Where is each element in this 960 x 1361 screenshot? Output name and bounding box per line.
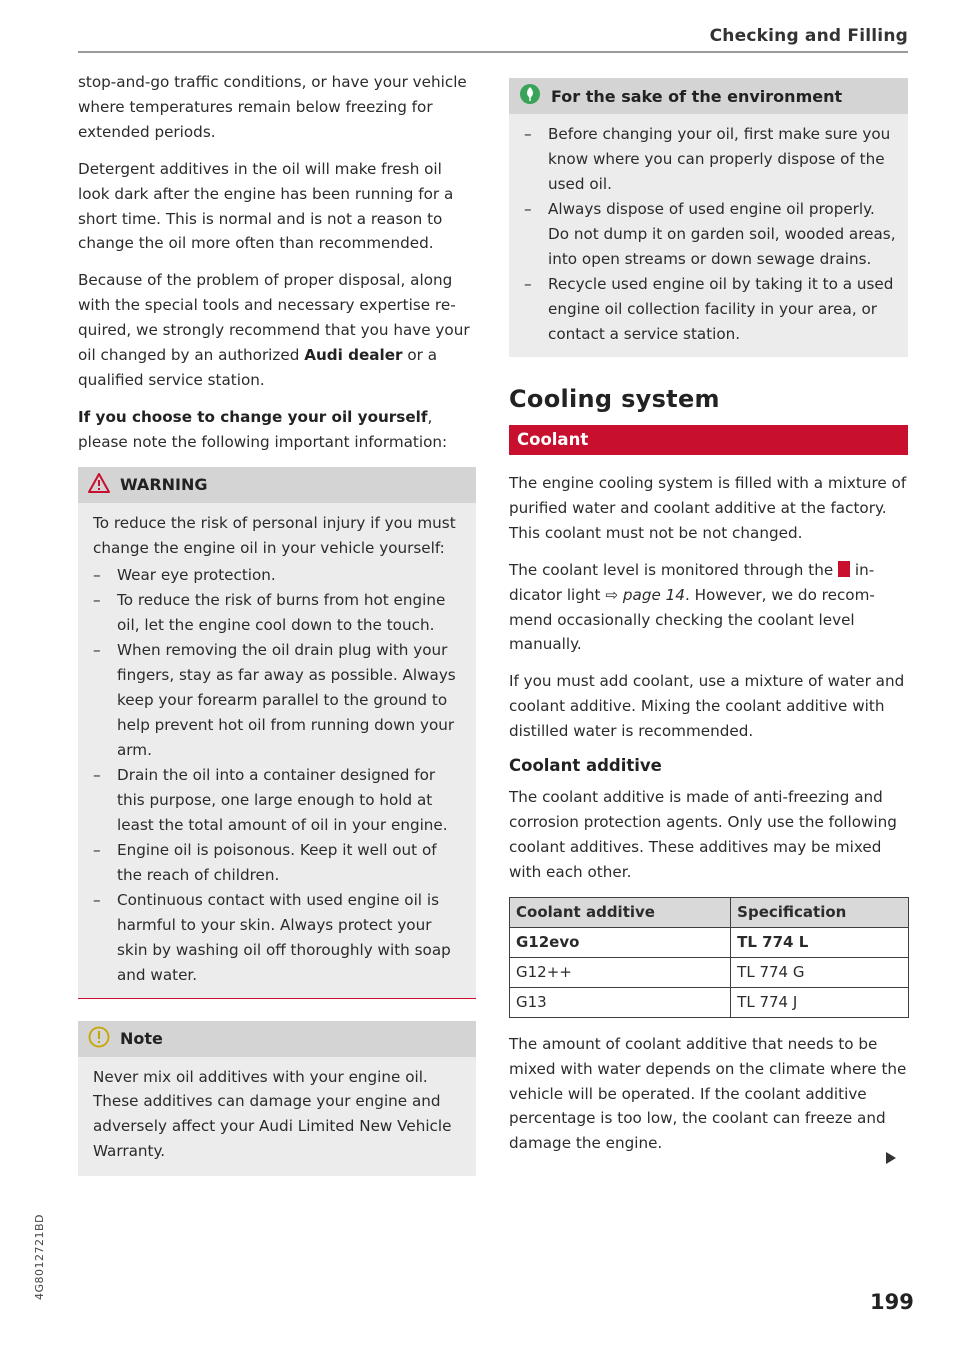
environment-title: For the sake of the environment — [551, 86, 843, 106]
note-header — [78, 1021, 476, 1057]
note-title: Note — [120, 1029, 163, 1048]
note-exclamation-icon — [88, 1026, 110, 1052]
coolant-additive-table — [509, 897, 909, 1018]
warning-triangle-icon — [88, 473, 110, 497]
environment-header — [509, 78, 908, 114]
table-cell: TL 774 J — [731, 987, 909, 1017]
list-item: – Always dispose of used engine oil properly. Do not dump it on garden soil, wooded areas, into open streams or down sewage drains. — [524, 197, 896, 272]
table-cell: TL 774 G — [731, 957, 909, 987]
table-cell: G13 — [510, 987, 731, 1017]
paragraph: The engine cooling system is filled with a mixture of purified water and coolant additive at the factory. This coolant must not be not changed. — [509, 474, 907, 542]
paragraph: The amount of coolant additive that needs to be mixed with water depends on the climate where the vehicle will be operated. If the coolant additive percentage is too low, the coolant can freeze and damage the engine. — [509, 1034, 907, 1153]
table-cell: G12evo — [510, 927, 731, 957]
list-item: – Continuous contact with used engine oil is harmful to your skin. Always protect your skin by washing oil off thoroughly with soap and water. — [93, 888, 464, 988]
table-row — [510, 927, 909, 957]
yourself-paragraph: If you choose to change your oil yourself, please note the following important information: — [78, 407, 448, 451]
warning-box — [78, 467, 476, 999]
environment-list — [524, 122, 896, 347]
table-cell: G12++ — [510, 957, 731, 987]
note-text: Never mix oil additives with your engine oil. These additives can damage your engine and adversely affect your Audi Limited New Vehicle Warranty. — [93, 1067, 452, 1161]
audi-dealer-term: Audi dealer — [304, 346, 403, 365]
environment-body — [509, 114, 908, 357]
environment-box — [509, 78, 908, 357]
paragraph: The coolant additive is made of anti-freezing and corrosion protection agents. Only use the following coolant additives. These additives may be mixed with each other. — [509, 788, 897, 881]
list-item: – Recycle used engine oil by taking it to a used engine oil collection facility in your area, or contact a service station. — [524, 272, 896, 347]
page-reference-link[interactable]: ⇨ page 14 — [605, 585, 685, 604]
table-header: Coolant additive — [510, 897, 731, 927]
section-title: Checking and Filling — [709, 26, 908, 46]
table-cell: TL 774 L — [731, 927, 909, 957]
coolant-additive-heading: Coolant additive — [509, 756, 662, 776]
list-item: – To reduce the risk of burns from hot engine oil, let the engine cool down to the touch. — [93, 588, 464, 638]
note-box — [78, 1021, 476, 1177]
coolant-banner: Coolant — [509, 425, 908, 455]
page-number: 199 — [870, 1290, 914, 1314]
paragraph: stop-and-go traffic conditions, or have your vehicle where temperatures remain below freezing for extended periods. — [78, 73, 467, 141]
list-item: – Wear eye protection. — [93, 563, 464, 588]
warning-list — [93, 563, 464, 988]
warning-header — [78, 467, 476, 503]
list-item: – Engine oil is poisonous. Keep it well out of the reach of children. — [93, 838, 464, 888]
disposal-paragraph: Because of the problem of proper disposal, along with the special tools and necessary expertise required, we strongly recommend that you have your oil changed by an authorized Audi dealer or a qualified service station. — [78, 271, 470, 389]
warning-title: WARNING — [120, 475, 208, 495]
left-column — [78, 70, 476, 1188]
document-code: 4G8012721BD — [33, 1213, 46, 1300]
list-item: – Before changing your oil, first make sure you know where you can properly dispose of the used oil. — [524, 122, 896, 197]
paragraph: Detergent additives in the oil will make fresh oil look dark after the engine has been running for a short time. This is normal and is not a reason to change the oil more often than recommended. — [78, 159, 454, 253]
note-body — [78, 1057, 476, 1177]
header-rule — [78, 51, 908, 53]
coolant-indicator-icon — [838, 561, 850, 577]
warning-body — [78, 503, 476, 998]
warning-intro: To reduce the risk of personal injury if you must change the engine oil in your vehicle yourself: — [93, 513, 456, 557]
cooling-system-heading: Cooling system — [509, 385, 720, 413]
table-row — [510, 957, 909, 987]
table-row — [510, 987, 909, 1017]
right-column — [509, 78, 908, 1168]
coolant-level-paragraph: The coolant level is monitored through the indicator light ⇨ page 14. However, we do recommend occasionally checking the coolant level manually. — [509, 560, 875, 654]
list-item: – When removing the oil drain plug with your fingers, stay as far away as possible. Always keep your forearm parallel to the ground to help prevent hot oil from running down your arm. — [93, 638, 464, 763]
table-header: Specification — [731, 897, 909, 927]
paragraph: If you must add coolant, use a mixture of water and coolant additive. Mixing the coolant additive with distilled water is recommended. — [509, 672, 905, 741]
continue-arrow-icon — [886, 1152, 896, 1164]
table-header-row — [510, 897, 909, 927]
environment-leaf-icon — [519, 83, 541, 109]
list-item: – Drain the oil into a container designed for this purpose, one large enough to hold at least the total amount of oil in your engine. — [93, 763, 464, 838]
